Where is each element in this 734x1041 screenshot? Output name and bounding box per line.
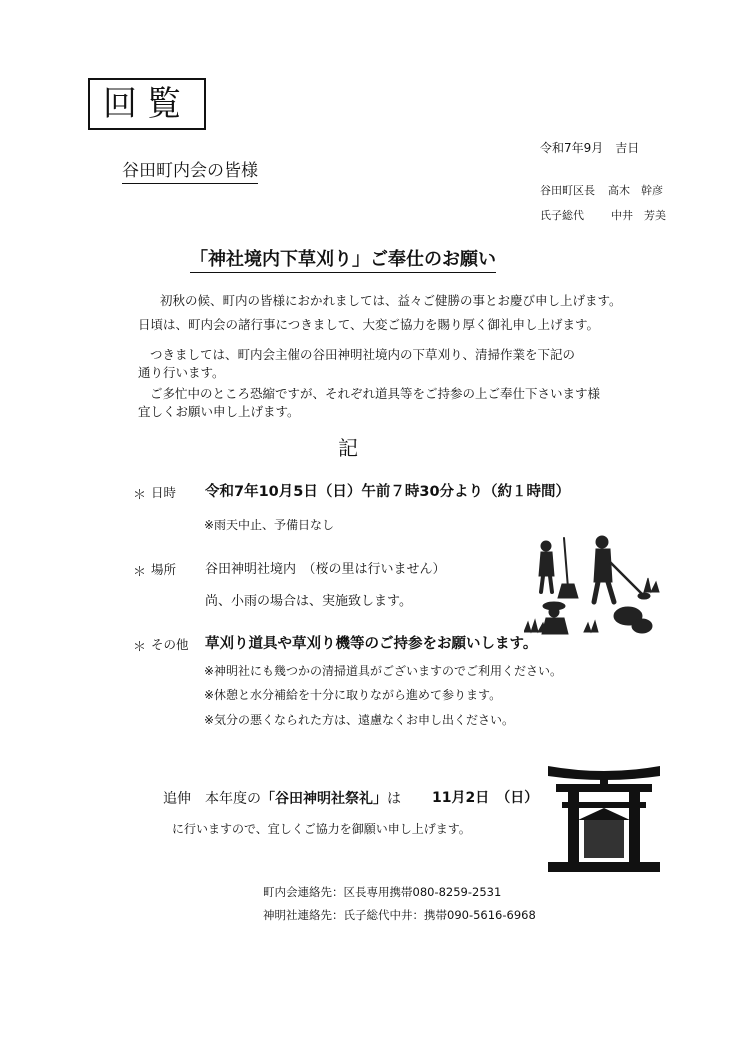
bullet-marker: ＊ [133,488,147,503]
other-note-3: ※気分の悪くなられた方は、遠慮なくお申し出ください。 [204,713,515,727]
sender-chief-title: 谷田町区長 [540,184,595,197]
sender-representative-title: 氏子総代 [540,209,584,222]
circular-label: 回覧 [88,78,206,130]
contact-shrine: 神明社連絡先：氏子総代中井：携帯090-5616-6968 [263,908,536,922]
body-paragraph-3-line-1: ご多忙中のところ恐縮ですが、それぞれ道具等をご持参の上ご奉仕下さいます様 [150,386,601,401]
postscript-lead: 追伸 本年度の [163,791,261,807]
postscript-festival-date: 11月2日 （日） [432,790,539,806]
postscript-line-1 [163,788,401,808]
addressee: 谷田町内会の皆様 [122,156,258,184]
other-value: 草刈り道具や草刈り機等のご持参をお願いします。 [205,636,538,652]
postscript-line-2: に行いますので、宜しくご協力を御願い申し上げます。 [172,822,471,836]
datetime-label: 日時 [151,485,177,500]
sender-representative [540,207,666,223]
other-note-1: ※神明社にも幾つかの清掃道具がございますのでご利用ください。 [204,664,563,678]
postscript-wa: は [387,791,401,807]
body-paragraph-1-line-2: 日頃は、町内会の諸行事につきまして、大変ご協力を賜り厚く御礼申し上げます。 [138,317,600,332]
body-paragraph-2-line-2: 通り行います。 [138,365,225,380]
datetime-value: 令和7年10月5日（日）午前７時30分より（約１時間） [205,484,571,500]
sender-representative-name: 中井 芳美 [611,209,666,222]
place-note: 尚、小雨の場合は、実施致します。 [205,594,412,609]
document-title: 「神社境内下草刈り」ご奉仕のお願い [190,245,496,273]
body-paragraph-2-line-1: つきましては、町内会主催の谷田神明社境内の下草刈り、清掃作業を下記の [150,347,576,362]
ki-heading: 記 [338,436,358,460]
other-label: その他 [151,637,189,652]
bullet-marker: ＊ [133,565,147,580]
body-paragraph-3-line-2: 宜しくお願い申し上げます。 [138,404,300,419]
contact-neighborhood-association: 町内会連絡先：区長専用携帯080-8259-2531 [263,885,502,899]
sender-chief-name: 高木 幹彦 [608,184,663,197]
other-note-2: ※休憩と水分補給を十分に取りながら進めて参ります。 [204,688,502,702]
place-value: 谷田神明社境内 （桜の里は行いません） [205,562,446,577]
postscript-festival-name: 「谷田神明社祭礼」 [261,791,387,807]
torii-gate-illustration [548,762,660,872]
place-label: 場所 [151,562,177,577]
body-paragraph-1-line-1: 初秋の候、町内の皆様におかれましては、益々ご健勝の事とお慶び申し上げます。 [160,293,622,308]
weeding-illustration [524,532,662,636]
sender-chief [540,182,663,198]
issue-date: 令和7年9月 吉日 [540,141,640,155]
datetime-note: ※雨天中止、予備日なし [204,518,335,532]
bullet-marker: ＊ [133,640,147,655]
